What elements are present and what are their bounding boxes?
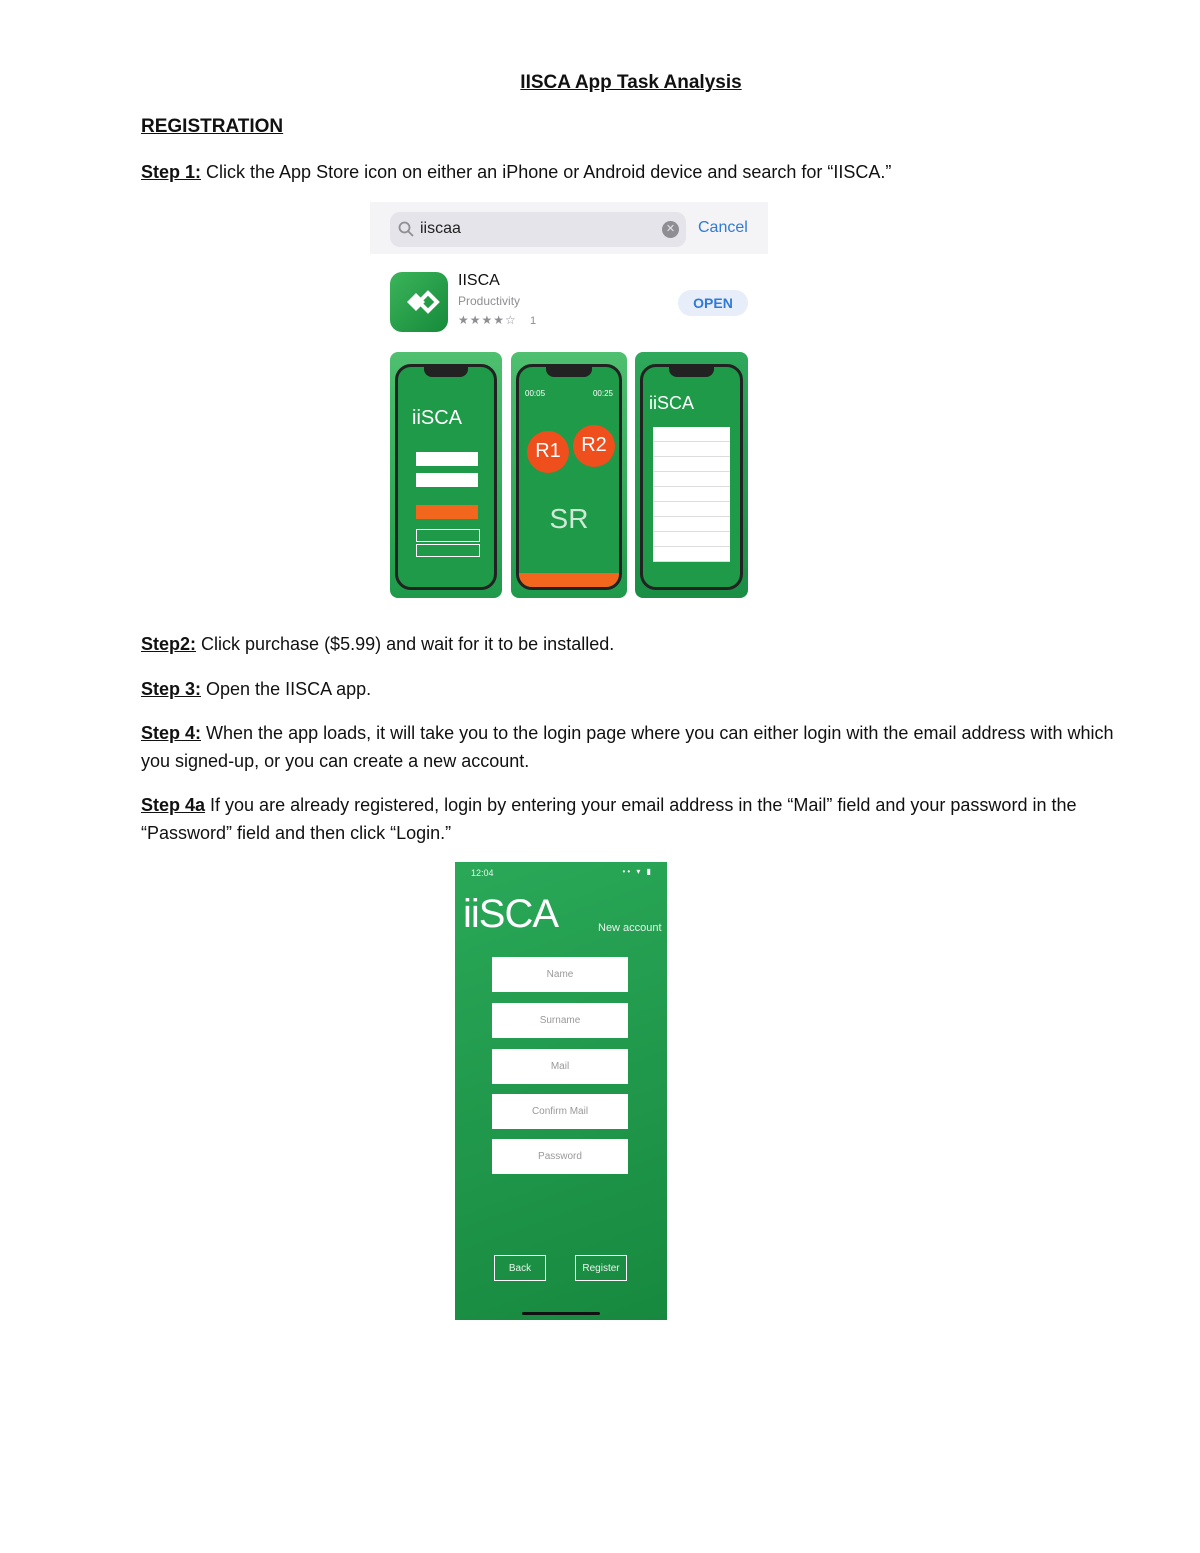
name-field[interactable]: Name xyxy=(492,957,628,992)
step-1-text: Click the App Store icon on either an iPhone or Android device and search for “IISCA.” xyxy=(201,162,892,182)
step-3-label: Step 3: xyxy=(141,679,202,699)
mini-create-account-button xyxy=(416,529,480,542)
step-1-label: Step 1: xyxy=(141,162,202,182)
list-item xyxy=(653,517,730,532)
clear-icon[interactable]: ✕ xyxy=(662,221,679,238)
app-category: Productivity xyxy=(458,294,521,308)
registration-screenshot xyxy=(455,862,667,1320)
app-logo: iiSCA xyxy=(463,892,559,936)
phone-frame xyxy=(640,364,743,590)
diamond-logo-icon xyxy=(390,272,448,332)
mini-forgot-password-button xyxy=(416,544,480,557)
step-2-text: Click purchase ($5.99) and wait for it to be installed. xyxy=(196,634,615,654)
section-heading: REGISTRATION xyxy=(141,116,284,137)
preview-screenshot-login xyxy=(390,352,502,598)
home-indicator xyxy=(522,1312,600,1315)
step-1 xyxy=(141,158,1131,186)
preview-screenshot-list xyxy=(635,352,748,598)
step-4a-label: Step 4a xyxy=(141,795,206,815)
timer-right: 00:25 xyxy=(592,389,613,398)
search-query: iiscaa xyxy=(420,220,461,237)
list-item xyxy=(653,502,730,517)
open-button[interactable]: OPEN xyxy=(678,290,748,316)
phone-notch xyxy=(424,367,468,377)
status-time: 12:04 xyxy=(471,868,494,878)
mini-mail-field xyxy=(416,452,478,466)
step-2-label: Step2: xyxy=(141,634,197,654)
list-item xyxy=(653,487,730,502)
app-name: IISCA xyxy=(458,272,500,289)
app-logo: iiSCA xyxy=(412,407,463,429)
new-account-link[interactable]: New account xyxy=(598,922,662,934)
list-item xyxy=(653,532,730,547)
step-3-text: Open the IISCA app. xyxy=(201,679,372,699)
surname-field[interactable]: Surname xyxy=(492,1003,628,1038)
rating-count: 1 xyxy=(530,315,537,327)
back-button[interactable]: Back xyxy=(494,1255,546,1281)
step-4a xyxy=(141,791,1131,847)
r1-button: R1 xyxy=(527,431,569,473)
confirm-mail-field[interactable]: Confirm Mail xyxy=(492,1094,628,1129)
phone-frame xyxy=(516,364,622,590)
mini-list xyxy=(653,427,730,561)
mail-field[interactable]: Mail xyxy=(492,1049,628,1084)
app-logo: iiSCA xyxy=(649,393,695,413)
mini-password-field xyxy=(416,473,478,487)
list-item xyxy=(653,547,730,562)
step-3 xyxy=(141,675,1131,703)
list-item xyxy=(653,472,730,487)
step-2 xyxy=(141,630,1131,658)
list-item xyxy=(653,457,730,472)
app-icon[interactable] xyxy=(390,272,448,332)
mini-login-button xyxy=(416,505,478,519)
search-input[interactable] xyxy=(390,212,686,247)
status-icons: •• ▾ ▮ xyxy=(622,867,653,876)
preview-screenshot-session xyxy=(511,352,627,598)
star-rating-icon: ★★★★☆ xyxy=(458,313,517,327)
register-button[interactable]: Register xyxy=(575,1255,627,1281)
r2-button: R2 xyxy=(573,425,615,467)
step-4a-text: If you are already registered, login by entering your email address in the “Mail” field and your password in the “Password” field and then click “Login.” xyxy=(141,795,1077,843)
search-icon xyxy=(398,221,414,237)
mini-orange-bar xyxy=(519,573,619,587)
step-4 xyxy=(141,719,1131,775)
password-field[interactable]: Password xyxy=(492,1139,628,1174)
list-item xyxy=(653,427,730,442)
phone-notch xyxy=(546,367,592,377)
phone-notch xyxy=(669,367,714,377)
app-store-screenshot xyxy=(370,202,768,600)
sr-label: SR xyxy=(549,503,589,534)
document-title: IISCA App Task Analysis xyxy=(520,72,742,93)
phone-frame xyxy=(395,364,497,590)
timer-left: 00:05 xyxy=(525,389,546,398)
cancel-button[interactable]: Cancel xyxy=(698,219,748,236)
list-item xyxy=(653,442,730,457)
step-4-label: Step 4: xyxy=(141,723,202,743)
step-4-text: When the app loads, it will take you to the login page where you can either login with the email address with which you signed-up, or you can create a new account. xyxy=(141,723,1114,771)
